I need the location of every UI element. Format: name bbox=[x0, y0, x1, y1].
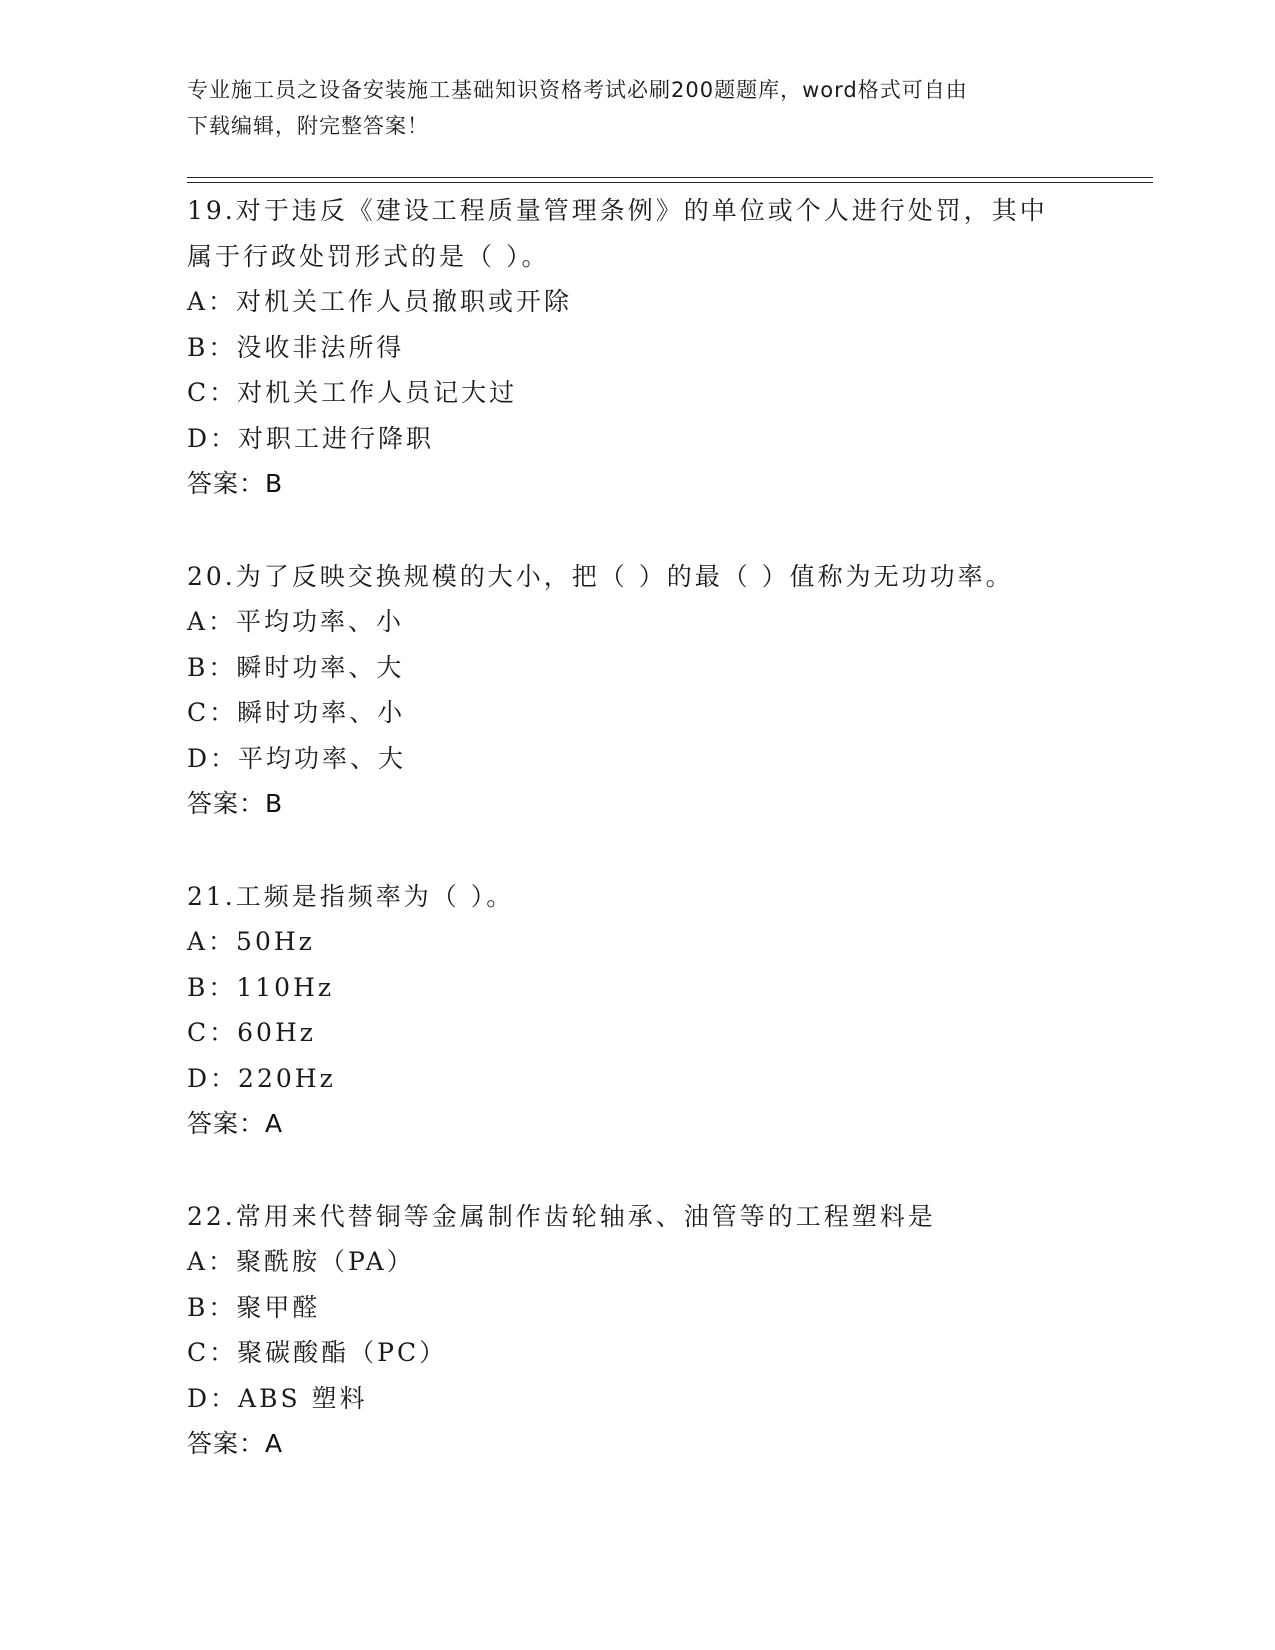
option-b: B：没收非法所得 bbox=[187, 332, 405, 362]
question-19 bbox=[187, 188, 1087, 507]
option-d: D：对职工进行降职 bbox=[187, 423, 435, 453]
option-c: C：聚碳酸酯（PC） bbox=[187, 1338, 448, 1367]
option-c: C：对机关工作人员记大过 bbox=[187, 378, 518, 407]
option-b: B：聚甲醛 bbox=[187, 1292, 321, 1322]
header-divider-top bbox=[187, 177, 1153, 178]
option-a: A：平均功率、小 bbox=[187, 607, 405, 636]
option-d: D：平均功率、大 bbox=[187, 743, 407, 773]
header-line-2: 下载编辑，附完整答案！ bbox=[187, 114, 429, 138]
question-stem: 19.对于违反《建设工程质量管理条例》的单位或个人进行处罚，其中 bbox=[187, 196, 1048, 225]
answer: 答案：A bbox=[187, 1109, 284, 1138]
option-c: C：瞬时功率、小 bbox=[187, 698, 406, 727]
option-c: C：60Hz bbox=[187, 1018, 316, 1047]
question-stem: 21.工频是指频率为（ ）。 bbox=[187, 881, 515, 911]
answer: 答案：B bbox=[187, 469, 284, 498]
question-21 bbox=[187, 874, 1087, 1147]
option-a: A：聚酰胺（PA） bbox=[187, 1247, 415, 1276]
option-b: B：瞬时功率、大 bbox=[187, 652, 405, 682]
question-22 bbox=[187, 1194, 1087, 1467]
question-stem: 22.常用来代替铜等金属制作齿轮轴承、油管等的工程塑料是 bbox=[187, 1201, 936, 1231]
option-d: D：ABS 塑料 bbox=[187, 1383, 368, 1413]
answer: 答案：A bbox=[187, 1429, 284, 1458]
question-stem-continued: 属于行政处罚形式的是（ ）。 bbox=[187, 241, 550, 271]
option-d: D：220Hz bbox=[187, 1063, 336, 1093]
question-list bbox=[187, 188, 1087, 1514]
option-b: B：110Hz bbox=[187, 972, 335, 1002]
answer: 答案：B bbox=[187, 789, 284, 818]
header-line-1: 专业施工员之设备安装施工基础知识资格考试必刷200题题库，word格式可自由 bbox=[187, 78, 968, 102]
document-header bbox=[187, 72, 1087, 144]
option-a: A：50Hz bbox=[187, 927, 315, 956]
question-stem: 20.为了反映交换规模的大小，把（ ）的最（ ）值称为无功功率。 bbox=[187, 561, 1014, 591]
header-divider-bottom bbox=[187, 182, 1153, 183]
option-a: A：对机关工作人员撤职或开除 bbox=[187, 287, 573, 316]
question-20 bbox=[187, 554, 1087, 827]
